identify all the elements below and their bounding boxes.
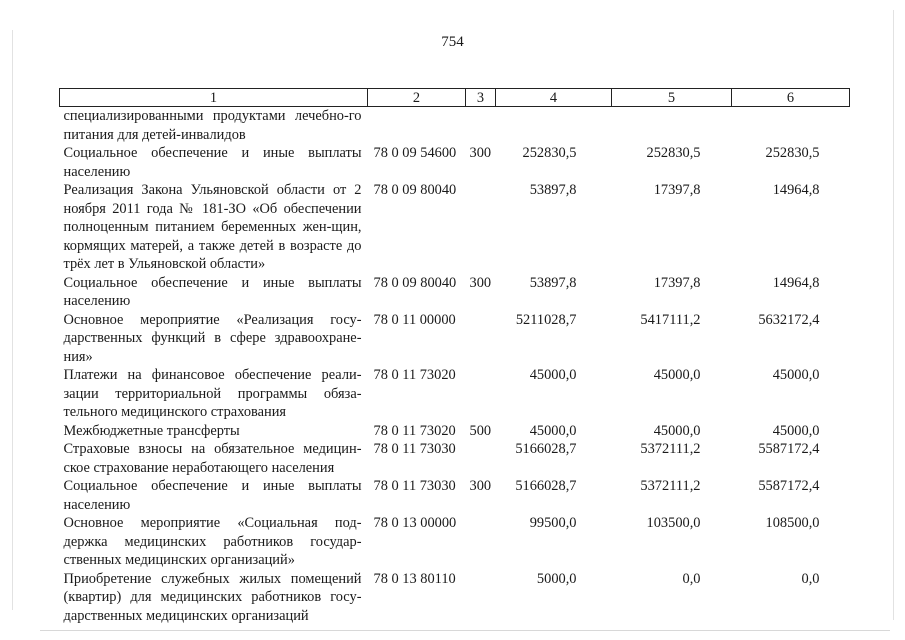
row-value-col6: 45000,0 <box>772 367 820 383</box>
row-value-col6: 45000,0 <box>772 422 820 439</box>
row-value-col6: 14964,8 <box>772 182 820 198</box>
row-code: 78 0 11 73020 <box>373 422 456 439</box>
header-col-6: 6 <box>732 89 850 107</box>
row-value-col5: 5417111,2 <box>640 311 701 328</box>
row-group <box>466 514 496 570</box>
row-name: Приобретение служебных жилых помещений (квартир) для медицинских работников госу-дарственных медицинских организаций <box>63 570 362 624</box>
row-value-col5: 103500,0 <box>646 515 701 531</box>
row-code <box>368 107 466 145</box>
header-row <box>60 89 850 107</box>
header-col-3: 3 <box>466 89 496 107</box>
row-group <box>466 181 496 274</box>
row-value-col5 <box>612 107 732 145</box>
budget-table <box>59 88 850 625</box>
table-header <box>60 89 850 107</box>
row-value-col6: 108500,0 <box>765 515 820 531</box>
row-value-col4: 252830,5 <box>522 145 577 161</box>
row-group <box>466 366 496 422</box>
table-row <box>60 366 850 422</box>
row-code: 78 0 11 73030 <box>373 478 456 494</box>
table-row <box>60 440 850 477</box>
row-value-col5: 45000,0 <box>653 422 701 439</box>
row-group <box>466 570 496 626</box>
row-group: 300 <box>469 478 492 494</box>
row-code: 78 0 13 80110 <box>373 570 456 587</box>
row-code: 78 0 09 80040 <box>373 182 457 198</box>
budget-table-container <box>59 88 849 625</box>
row-name: Страховые взносы на обязательное медицин-ское страхование неработающего населения <box>63 441 362 476</box>
row-code: 78 0 09 54600 <box>373 145 457 161</box>
table-row <box>60 144 850 181</box>
row-value-col5: 5372111,2 <box>640 478 701 494</box>
row-group <box>466 311 496 367</box>
table-row <box>60 181 850 274</box>
row-value-col4: 5166028,7 <box>515 441 577 457</box>
row-value-col6: 5587172,4 <box>758 441 820 457</box>
table-row <box>60 274 850 311</box>
row-value-col4: 53897,8 <box>529 182 577 198</box>
row-name: Основное мероприятие «Социальная под-держка медицинских работников государ-ственных медицинских организаций» <box>63 515 362 568</box>
row-value-col6 <box>732 107 850 145</box>
row-value-col4 <box>496 107 612 145</box>
table-row <box>60 514 850 570</box>
row-value-col6: 14964,8 <box>772 274 820 291</box>
row-value-col5: 17397,8 <box>653 274 701 291</box>
row-code: 78 0 11 00000 <box>373 311 456 328</box>
row-value-col6: 0,0 <box>801 570 820 587</box>
row-group <box>466 107 496 145</box>
row-value-col5: 5372111,2 <box>640 441 701 457</box>
scan-edge-left <box>12 30 13 610</box>
row-name: Платежи на финансовое обеспечение реали-зации территориальной программы обяза-тельного медицинского страхования <box>63 367 362 420</box>
row-value-col6: 5587172,4 <box>758 478 820 494</box>
row-value-col4: 45000,0 <box>529 422 577 439</box>
row-value-col4: 99500,0 <box>529 515 577 531</box>
row-name: Основное мероприятие «Реализация госу-дарственных функций в сфере здравоохране-ния» <box>63 311 362 365</box>
row-code: 78 0 13 00000 <box>373 515 457 531</box>
row-value-col4: 5166028,7 <box>515 478 577 494</box>
row-value-col5: 0,0 <box>682 570 701 587</box>
header-col-5: 5 <box>612 89 732 107</box>
row-code: 78 0 11 73020 <box>373 367 456 383</box>
row-value-col4: 5211028,7 <box>515 311 577 328</box>
row-value-col5: 17397,8 <box>653 182 701 198</box>
table-body <box>60 107 850 626</box>
table-row <box>60 570 850 626</box>
row-value-col6: 252830,5 <box>765 145 820 161</box>
row-value-col4: 53897,8 <box>529 274 577 291</box>
row-group: 300 <box>469 145 492 161</box>
row-group: 500 <box>469 422 492 439</box>
row-group <box>466 440 496 477</box>
row-name: Реализация Закона Ульяновской области от 2 ноября 2011 года № 181-ЗО «Об обеспечении полноценным питанием беременных жен-щин, кормящих матерей, а также детей в возрасте до трёх лет в Ульяновской области» <box>63 182 362 272</box>
table-row <box>60 422 850 441</box>
header-col-1: 1 <box>60 89 368 107</box>
row-name: Социальное обеспечение и иные выплаты населению <box>63 145 362 180</box>
scan-edge-bottom <box>40 630 890 631</box>
row-value-col6: 5632172,4 <box>758 311 820 328</box>
row-name: специализированными продуктами лечебно-го питания для детей-инвалидов <box>63 108 362 143</box>
row-name: Межбюджетные трансферты <box>63 422 240 439</box>
row-code: 78 0 09 80040 <box>373 274 457 291</box>
row-name: Социальное обеспечение и иные выплаты населению <box>63 274 362 309</box>
header-col-4: 4 <box>496 89 612 107</box>
row-value-col5: 252830,5 <box>646 145 701 161</box>
header-col-2: 2 <box>368 89 466 107</box>
page-number: 754 <box>441 34 464 50</box>
row-value-col4: 5000,0 <box>536 570 577 587</box>
row-code: 78 0 11 73030 <box>373 441 456 457</box>
table-row <box>60 477 850 514</box>
row-group: 300 <box>469 274 492 291</box>
row-value-col4: 45000,0 <box>529 367 577 383</box>
table-row <box>60 107 850 145</box>
row-value-col5: 45000,0 <box>653 367 701 383</box>
scan-edge-right <box>893 10 894 620</box>
row-name: Социальное обеспечение и иные выплаты населению <box>63 478 362 513</box>
table-row <box>60 311 850 367</box>
